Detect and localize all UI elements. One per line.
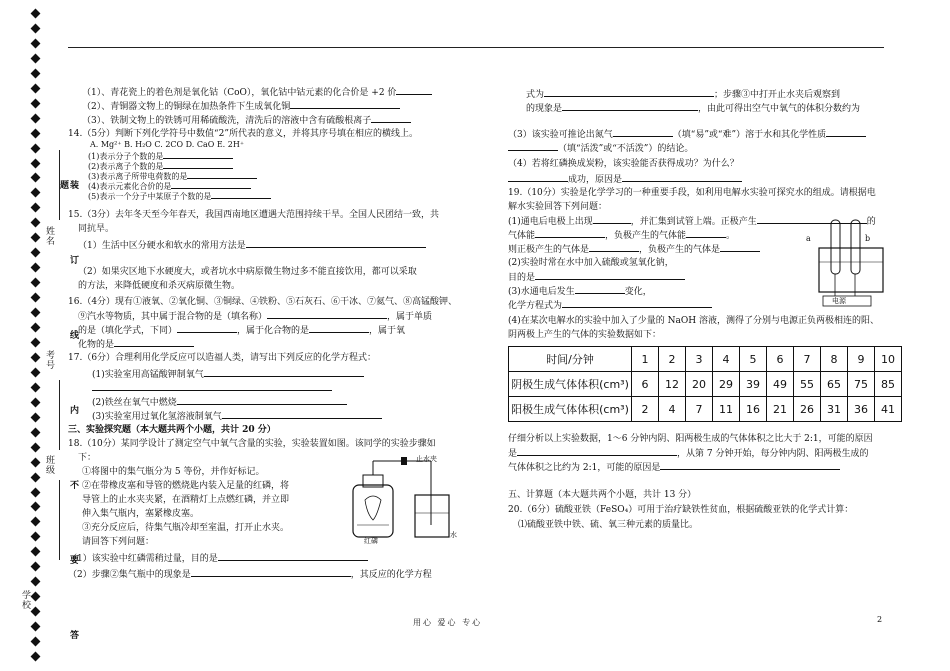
q19-2b: 目的是 [508, 270, 685, 285]
q13-2-text: （2）、青铜器文物上的铜绿在加热条件下生成氧化铜 [82, 99, 400, 114]
table-row-cathode [509, 372, 902, 397]
q17-1: (1)实验室用高锰酸钾制氧气 [92, 367, 364, 382]
q16-c: 的是（填化学式，下同） ，属于化合物的是 ，属于氧 [78, 323, 405, 338]
table-cell: 1 [632, 347, 659, 372]
diamond-marker [30, 218, 40, 228]
table-header-cathode: 阴极生成气体体积(cm³) [509, 372, 632, 397]
diamond-marker [30, 382, 40, 392]
table-cell: 21 [767, 397, 794, 422]
fig19-label-b: b [865, 234, 871, 243]
diamond-marker [30, 323, 40, 333]
q19-4b: 阴两极上产生的气体的实验数据如下： [508, 330, 662, 340]
q15-1: （1）生活中区分硬水和软水的常用方法是 [78, 238, 426, 253]
table-cell: 29 [713, 372, 740, 397]
diamond-marker [30, 367, 40, 377]
fig19-label-a: a [806, 234, 811, 243]
fig19-power-label: 电源 [832, 297, 846, 305]
label-class: 班级 [44, 455, 54, 475]
table-cell: 26 [794, 397, 821, 422]
q13-1-text: （1）、青花瓷上的着色剂是氧化钴（CoO），氧化钴中钴元素的化合价是 +2 价 [82, 85, 432, 100]
diamond-marker [30, 68, 40, 78]
diamond-marker [30, 532, 40, 542]
fig18-clip-label: 止水夹 [416, 455, 437, 463]
table-cell: 49 [767, 372, 794, 397]
q19-3: (3)水通电后发生 变化， [508, 284, 652, 299]
q15-stem: 15.（3分）去年冬天至今年春天，我国西南地区遭遇大范围持续干旱。全国人民团结一致，共 [68, 210, 440, 220]
oxygen-experiment-figure [343, 455, 463, 545]
q19-stem: 19.（10分）实验是化学学习的一种重要手段，如利用电解水实验可探究水的组成。请根据电 [508, 188, 876, 198]
diamond-marker [30, 188, 40, 198]
diamond-marker [30, 637, 40, 647]
q16-b: ⑨汽水等物质，其中属于混合物的是（填名称） ，属于单质 [78, 309, 432, 324]
table-cell: 6 [767, 347, 794, 372]
table-cell: 2 [632, 397, 659, 422]
footer-text: 用心 爱心 专心 [413, 618, 483, 627]
q13-3-text: （3）、铁制文物上的铁锈可用稀硫酸洗，清洗后的溶液中含有硫酸根离子 [82, 113, 411, 128]
q18-step2: ②在带橡皮塞和导管的燃烧匙内装入足量的红磷，将 [82, 481, 290, 491]
table-cell: 7 [794, 347, 821, 372]
q14-a: (1)表示分子个数的是 [88, 149, 233, 162]
electrolysis-data-table [508, 346, 902, 422]
table-cell: 39 [740, 372, 767, 397]
diamond-marker [30, 577, 40, 587]
diamond-marker [30, 352, 40, 362]
table-cell: 5 [740, 347, 767, 372]
table-row-time [509, 347, 902, 372]
binding-diamond-border [29, 10, 41, 660]
table-cell: 3 [686, 347, 713, 372]
q20-stem: 20.（6分）硫酸亚铁（FeSO₄）可用于治疗缺铁性贫血，根据硫酸亚铁的化学式计算： [508, 505, 854, 515]
table-header-time: 时间/分钟 [509, 347, 632, 372]
diamond-marker [30, 652, 40, 662]
q15-stem-2: 同抗旱。 [78, 224, 115, 234]
fig18-phosphorus-label: 红磷 [364, 537, 378, 545]
table-cell: 85 [875, 372, 902, 397]
label-seat: 考号 [44, 350, 54, 370]
q14-options: A. Mg²⁺ B. H₂O C. 2CO D. CaO E. 2H⁺ [90, 140, 245, 149]
diamond-marker [30, 427, 40, 437]
table-cell: 7 [686, 397, 713, 422]
q14-c: (3)表示离子所带电荷数的是 [88, 169, 257, 182]
table-header-anode: 阳极生成气体体积(cm³) [509, 397, 632, 422]
diamond-marker [30, 248, 40, 258]
q18-step2c: 伸入集气瓶内，塞紧橡皮塞。 [82, 509, 200, 519]
table-cell: 2 [659, 347, 686, 372]
electrolysis-figure [813, 208, 893, 308]
section-5-heading: 五、计算题（本大题共两个小题，共计 13 分） [508, 490, 697, 500]
table-row-anode [509, 397, 902, 422]
q18-2-cont: 式为 ；步骤③中打开止水夹后观察到 [526, 87, 840, 102]
q18-stem: 18.（10分）某同学设计了测定空气中氧气含量的实验，实验装置如图。该同学的实验步骤如 [68, 439, 436, 449]
diamond-marker [30, 203, 40, 213]
diamond-marker [30, 472, 40, 482]
q15-2b: 的方法，来降低硬度和杀灭病原微生物。 [78, 281, 241, 291]
q18-3-phenomenon: 的现象是 ，由此可得出空气中氧气的体积分数约为 [526, 101, 860, 116]
q18-step2b: 导管上的止水夹夹紧，在酒精灯上点燃红磷，并立即 [82, 495, 290, 505]
diamond-marker [30, 233, 40, 243]
fig18-water-label: 水 [450, 531, 457, 539]
diamond-marker [30, 158, 40, 168]
table-cell: 4 [713, 347, 740, 372]
diamond-marker [30, 24, 40, 34]
page-number: 2 [877, 615, 883, 624]
diamond-marker [30, 83, 40, 93]
diamond-marker [30, 9, 40, 19]
table-cell: 6 [632, 372, 659, 397]
q18-4b: 成功，原因是 [508, 172, 742, 187]
q16-stem: 16.（4分）现有①液氧、②氧化铜、③铜绿、④铁粉、⑤石灰石、⑥干冰、⑦氦气、⑧高锰酸钾、 [68, 297, 458, 307]
q19-1b: 气体能 ，负极产生的气体能 。 [508, 228, 735, 243]
table-cell: 11 [713, 397, 740, 422]
q20-1: ⑴硫酸亚铁中铁、硫、氧三种元素的质量比。 [518, 520, 699, 530]
diamond-marker [30, 547, 40, 557]
table-cell: 20 [686, 372, 713, 397]
q14-b: (2)表示离子个数的是 [88, 159, 233, 172]
diamond-marker [30, 487, 40, 497]
table-cell: 8 [821, 347, 848, 372]
q14-stem: 14.（5分）判断下列化学符号中数值“2”所代表的意义，并将其序号填在相应的横线上。 [68, 129, 418, 139]
q17-stem: 17.（6分）合理利用化学反应可以造福人类，请写出下列反应的化学方程式： [68, 353, 377, 363]
diamond-marker [30, 278, 40, 288]
label-name: 姓名 [44, 226, 54, 246]
q17-2: (2)铁丝在氧气中燃烧 [92, 395, 347, 410]
table-cell: 65 [821, 372, 848, 397]
diamond-marker [30, 607, 40, 617]
table-cell: 9 [848, 347, 875, 372]
table-cell: 4 [659, 397, 686, 422]
diamond-marker [30, 308, 40, 318]
diamond-marker [30, 263, 40, 273]
q18-stem-2: 下： [78, 453, 97, 463]
section-3-heading: 三、实验探究题（本大题共两个小题，共计 20 分） [68, 425, 276, 435]
q17-3: (3)实验室用过氧化氢溶液制氧气 [92, 409, 382, 424]
q18-4: （4）若将红磷换成炭粉，该实验能否获得成功？为什么？ [508, 159, 739, 169]
q19-2: (2)实验时常在水中加入硫酸或氢氧化钠， [508, 258, 674, 268]
diamond-marker [30, 293, 40, 303]
diamond-marker [30, 338, 40, 348]
diamond-marker [30, 173, 40, 183]
label-school: 学校 [20, 590, 30, 610]
diamond-marker [30, 562, 40, 572]
table-cell: 10 [875, 347, 902, 372]
q19-1: (1)通电后电极上出现 ，并汇集到试管上端。正极产生 的 [508, 214, 876, 229]
analysis-2: 是 ，从第 7 分钟开始，每分钟内阴、阳两极生成的 [508, 446, 868, 461]
q14-e: (5)表示一个分子中某原子个数的是 [88, 189, 271, 202]
q18-3b: （填“活泼”或“不活泼”）的结论。 [508, 141, 693, 156]
diamond-marker [30, 53, 40, 63]
diamond-marker [30, 143, 40, 153]
diamond-marker [30, 128, 40, 138]
diamond-marker [30, 457, 40, 467]
diamond-marker [30, 592, 40, 602]
table-cell: 36 [848, 397, 875, 422]
seal-line-text: 装 订 线 内 不 要 答 题 [58, 180, 78, 667]
q19-3b: 化学方程式为 [508, 298, 712, 313]
q18-1: （1）该实验中红磷需稍过量，目的是 [68, 551, 368, 566]
diamond-marker [30, 412, 40, 422]
q18-step1: ①将图中的集气瓶分为 5 等份，并作好标记。 [82, 467, 265, 477]
analysis-1: 仔细分析以上实验数据，1～6 分钟内阴、阳两极生成的气体体积之比大于 2:1，可能的原因 [508, 434, 873, 444]
table-cell: 75 [848, 372, 875, 397]
q18-2: （2）步骤②集气瓶中的现象是 ，其反应的化学方程 [68, 567, 432, 582]
q18-3: （3）该实验可推论出氮气 （填“易”或“难”）溶于水和其化学性质 [508, 127, 866, 142]
diamond-marker [30, 113, 40, 123]
q18-ask: 请回答下列问题： [82, 537, 155, 547]
diamond-marker [30, 38, 40, 48]
diamond-marker [30, 98, 40, 108]
q18-step3: ③充分反应后，待集气瓶冷却至室温，打开止水夹。 [82, 523, 290, 533]
header-rule [68, 47, 884, 48]
table-cell: 41 [875, 397, 902, 422]
q15-2: （2）如果灾区地下水硬度大，或者坑水中病原微生物过多不能直接饮用，都可以采取 [78, 267, 417, 277]
diamond-marker [30, 442, 40, 452]
diamond-marker [30, 502, 40, 512]
table-cell: 31 [821, 397, 848, 422]
diamond-marker [30, 622, 40, 632]
q16-d: 化物的是 [78, 337, 194, 352]
analysis-3: 气体体积之比约为 2:1，可能的原因是 [508, 460, 840, 475]
q19-stem-2: 解水实验回答下列问题： [508, 202, 608, 212]
q19-4: (4)在某次电解水的实验中加入了少量的 NaOH 溶液，测得了分别与电源正负两极相连的阳、 [508, 316, 879, 326]
q17-1-blank [92, 381, 332, 396]
q19-1c: 则正极产生的气体是 ，负极产生的气体是 [508, 242, 760, 257]
q14-d: (4)表示元素化合价的是 [88, 179, 251, 192]
diamond-marker [30, 397, 40, 407]
table-cell: 12 [659, 372, 686, 397]
table-cell: 55 [794, 372, 821, 397]
diamond-marker [30, 517, 40, 527]
table-cell: 16 [740, 397, 767, 422]
